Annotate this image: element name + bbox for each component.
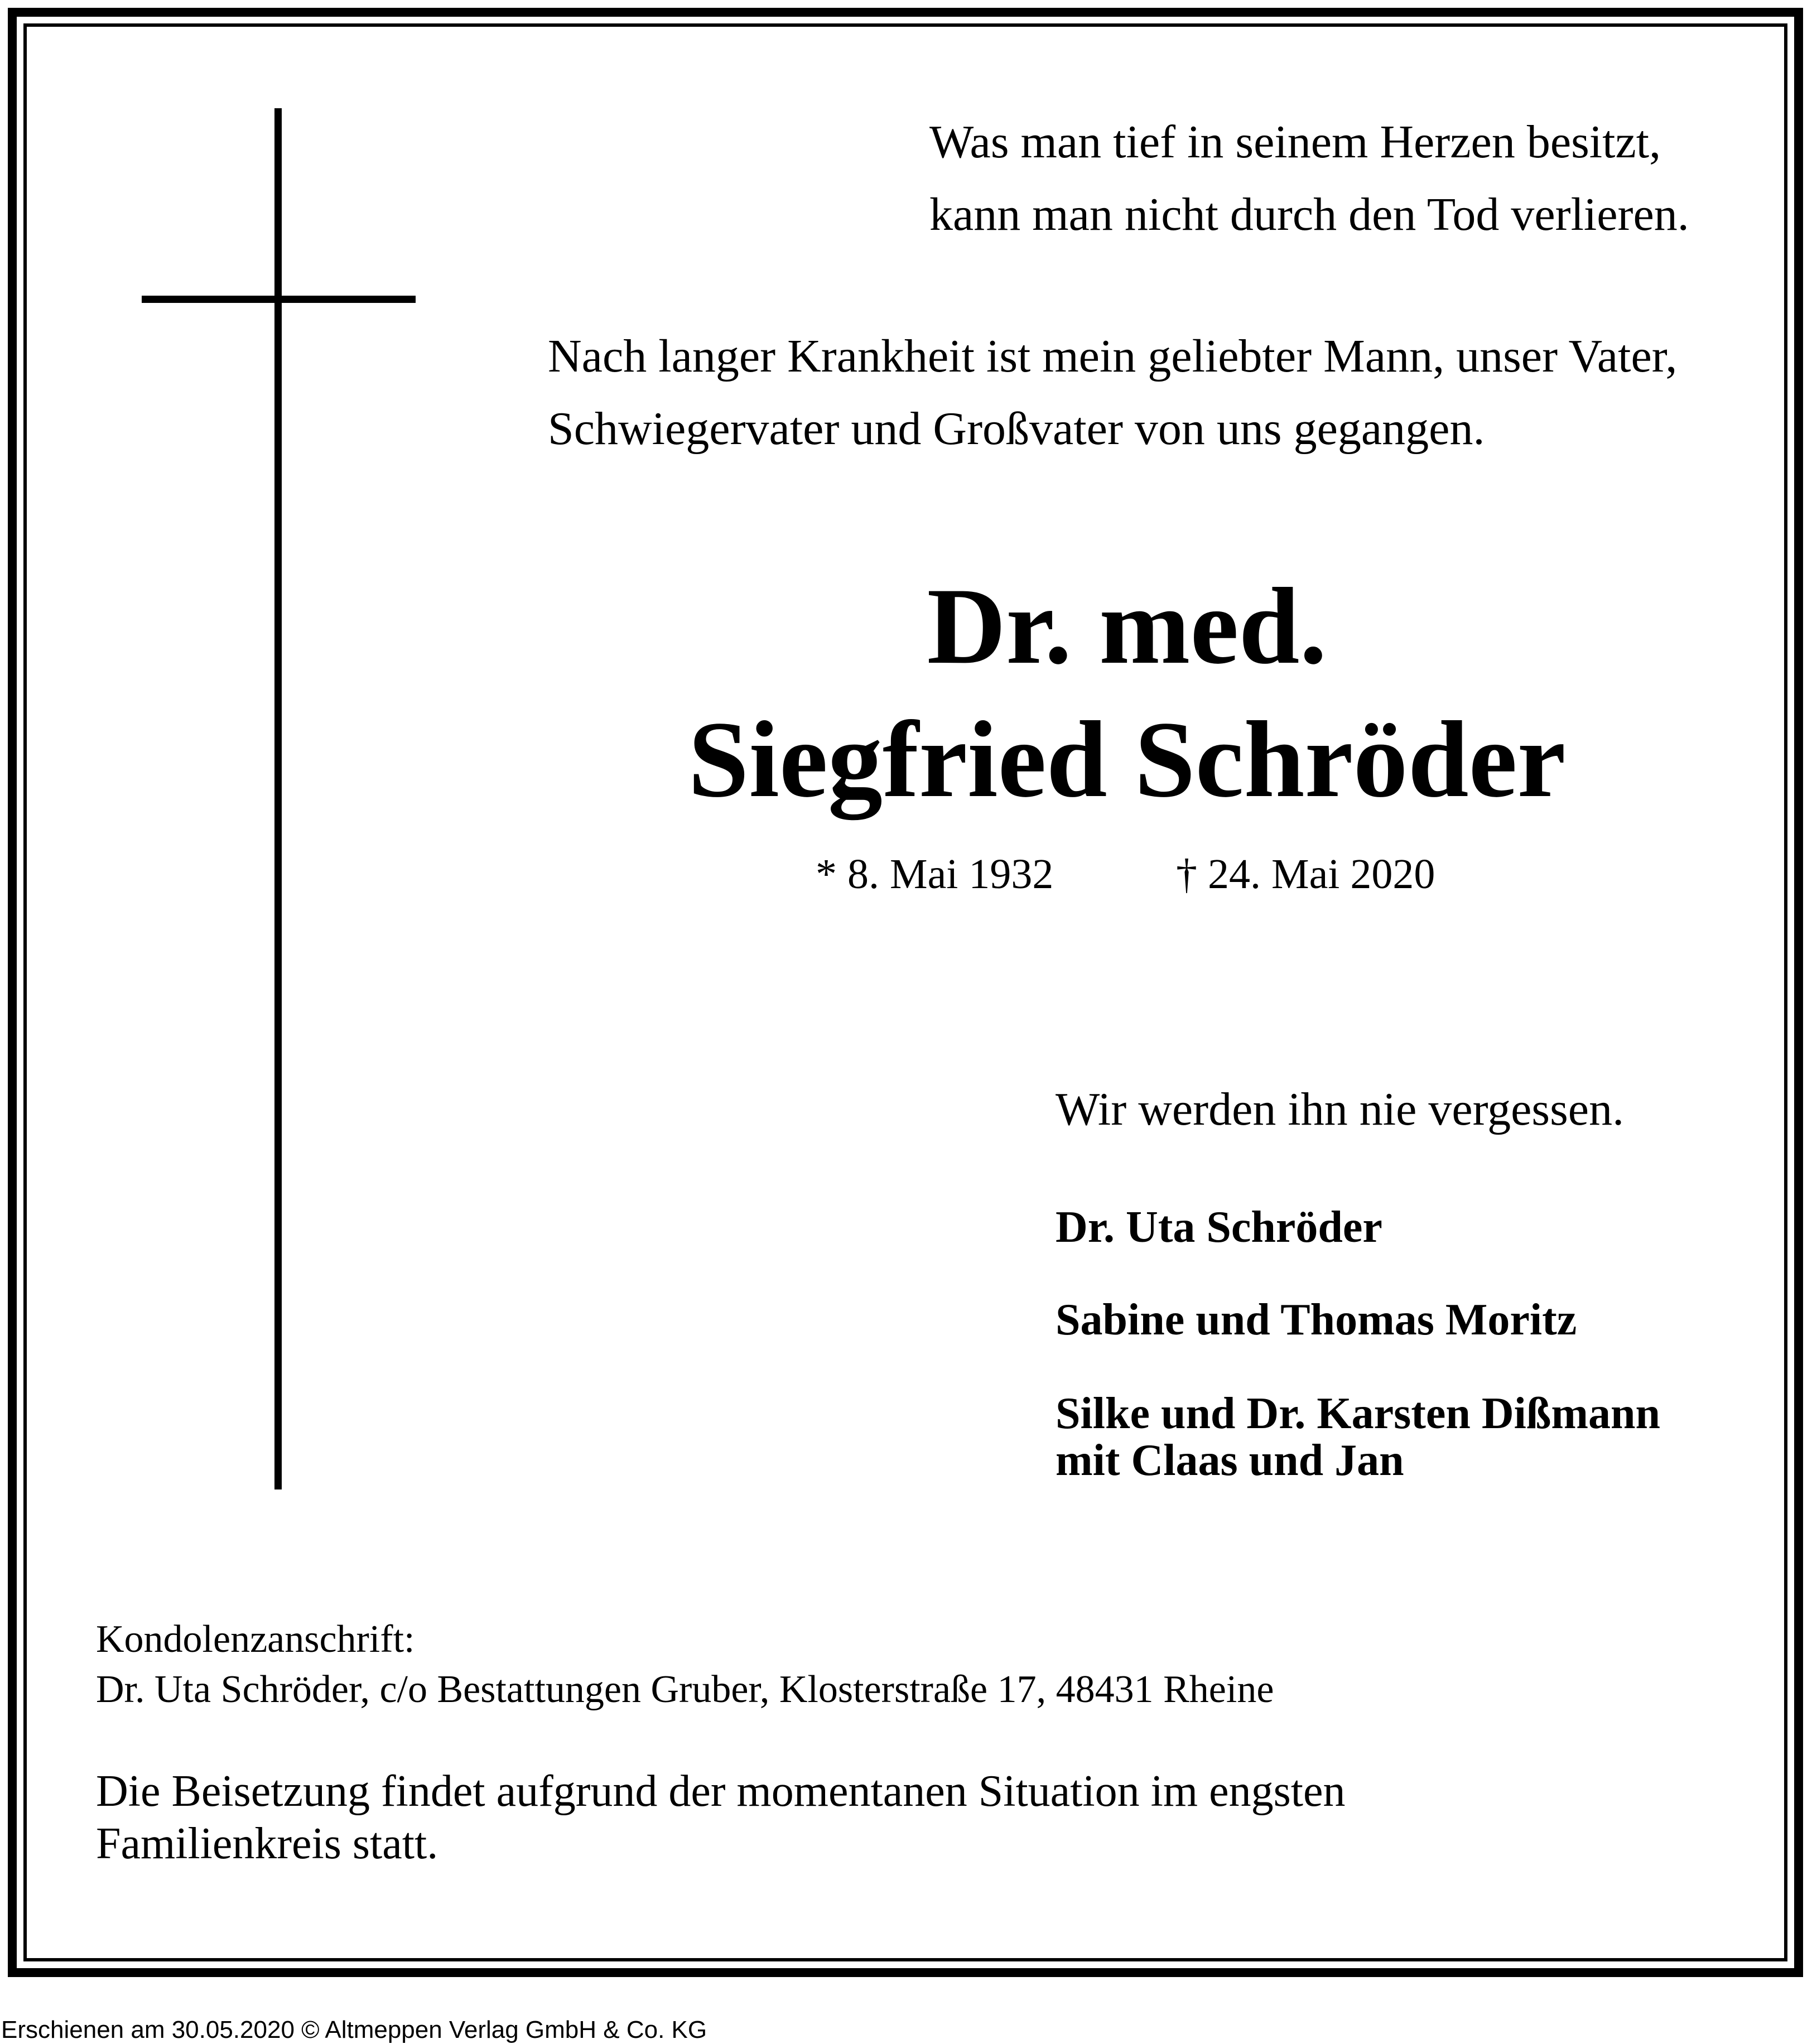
publication-footer: Erschienen am 30.05.2020 © Altmeppen Verlag GmbH & Co. KG — [1, 2016, 707, 2043]
mourner-3 — [1056, 1390, 1660, 1484]
quote — [929, 106, 1689, 251]
burial-line-2: Familienkreis statt. — [96, 1819, 438, 1868]
mourner-1: Dr. Uta Schröder — [1056, 1203, 1382, 1252]
death-date: † 24. Mai 2020 — [1176, 851, 1435, 898]
birth-date: * 8. Mai 1932 — [816, 851, 1054, 898]
deceased-name: Siegfried Schröder — [688, 699, 1566, 820]
farewell-text: Wir werden ihn nie vergessen. — [1056, 1083, 1625, 1135]
condolence-address — [96, 1614, 1274, 1715]
quote-line-2: kann man nicht durch den Tod verlieren. — [929, 189, 1689, 240]
intro-line-1: Nach langer Krankheit ist mein geliebter Mann, unser Vater, — [548, 330, 1678, 382]
cross-horizontal-bar — [142, 296, 416, 303]
quote-line-1: Was man tief in seinem Herzen besitzt, — [929, 116, 1661, 168]
mourner-3-line-1: Silke und Dr. Karsten Dißmann — [1056, 1389, 1660, 1438]
deceased-title: Dr. med. — [927, 566, 1327, 687]
burial-note — [96, 1765, 1345, 1870]
cross-vertical-bar — [274, 108, 282, 1489]
condolence-address-line: Dr. Uta Schröder, c/o Bestattungen Gruber, Klosterstraße 17, 48431 Rheine — [96, 1668, 1274, 1711]
mourner-3-line-2: mit Claas und Jan — [1056, 1436, 1404, 1485]
burial-line-1: Die Beisetzung findet aufgrund der momentanen Situation im engsten — [96, 1767, 1346, 1816]
intro-line-2: Schwiegervater und Großvater von uns gegangen. — [548, 403, 1485, 455]
condolence-label: Kondolenzanschrift: — [96, 1618, 415, 1661]
intro-text — [548, 320, 1677, 465]
mourner-2: Sabine und Thomas Moritz — [1056, 1295, 1577, 1344]
